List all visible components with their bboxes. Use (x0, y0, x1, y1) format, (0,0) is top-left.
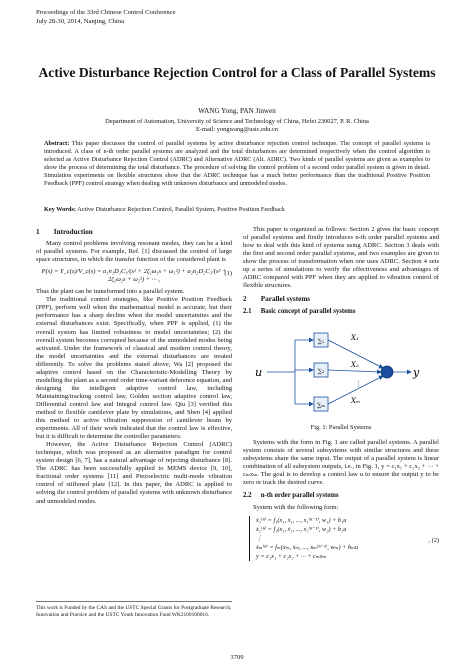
keywords-text: Active Disturbance Rejection Control, Parallel System, Positive Position Feedback (77, 206, 285, 213)
equation-1 (36, 268, 232, 284)
intro-paragraph-1: Many control problems involving resonant modes, they can be a kind of parallel systems. For example, Ref. [1] discussed the control of large space structures, in which the transfer function of the considered plant is (36, 240, 232, 264)
abstract (44, 140, 430, 189)
system-equation-line: ẋ₁⁽ⁿ⁾ = f₁(x₁, ẋ₁, ..., x₁⁽ⁿ⁻¹⁾, w₁) + b₁u (256, 516, 347, 524)
x2-label: X₂ (351, 361, 359, 370)
system-equation-line: y = c₁x₁ + c₂x₂ + ··· + cₘxₘ (256, 552, 327, 560)
parallel-systems-paragraph: Systems with the form in Fig. 1 are called parallel systems. A parallel system consists of several subsystems with similar structures and these subsystems share the same input. The output of a parallel system is linear combination of all subsystem outputs, i.e., in Fig. 1, y = c₁x₁ + c₂x₂ + ··· + cₘxₘ. The goal is to develop a control law u to ensure the output y to be zero or track the desired curve. (243, 438, 439, 486)
subsection-heading-basic-concept (243, 308, 439, 316)
system-equation-line: ẋ₂⁽ⁿ⁾ = f₂(x₂, ẋ₂, ..., x₂⁽ⁿ⁻¹⁾, w₂) + b₂u (256, 525, 347, 533)
equation-1-body: P(s) = Y_c(s)/V_c(s) = a₁n₁D₁C₁/(s² + 2ζ₁ω₁s + ω₁²) + a₂n₂D₂C₂/(s² + 2ζ₂ω₂s + ω₂²) + ··· , (41, 268, 227, 284)
affiliation-email: E-mail: yongwang@ustc.edu.cn (195, 126, 279, 134)
intro-paragraph-2: Thus the plant can be transformed into a parallel system. (36, 288, 185, 296)
left-column (36, 226, 232, 506)
section-title: Introduction (53, 228, 93, 236)
subsection-title: n-th order parallel systems (260, 491, 339, 499)
conference-line-1: Proceedings of the 33rd Chinese Control Conference (36, 9, 176, 16)
footnote: This work is Funded by the CAS and the USTC Special Grants for Postgraduate Research, Innovation and Practice and the USTC Youth Innovation Fund WK2100100016. (36, 601, 232, 618)
subsection-title: Basic concept of parallel systems (260, 308, 356, 316)
subsection-heading-nth-order (243, 492, 439, 500)
subsection-number: 2.1 (243, 308, 252, 316)
intro-paragraph-4: However, the Active Disturbance Rejection Control (ADRC) technique, which was proposed as an alternative paradigm for control system design [6, 7], has a natural advantage of rejecting disturbance [8]. The ADRC has been successfully applied to MEMS device [9, 10], fractional order systems [11] and Piezoelectric multi-mode vibration control of stiffened plate [12]. In this paper, the ADRC is applied to solving the control problem of parallel systems with unknown disturbance and unmodeled modes. (36, 441, 232, 505)
svg-text:⋮: ⋮ (355, 380, 362, 389)
section-number: 2 (243, 295, 247, 304)
parallel-systems-diagram (243, 320, 439, 420)
section-number: 1 (36, 228, 40, 236)
abstract-text: This paper discusses the control of parallel systems by active disturbance rejection control technique. The concept of parallel systems is introduced. A class of n-th order parallel systems are analyzed and the total disturbances are determined respectively when the control algorithm is selected as Active Disturbance Rejection Control (ADRC) and Alternative ADRC (Alt. ADRC). Two kinds of parallel systems are given as examples to show the process of determining the total disturbance. The procedure of solving the control problem of a second order parallel system is given in detail. Simulation experiments on flexible structures show that the ADRC technique has a much better performance than the traditional Positive Position Feedback (PPF) control strategy when dealing with unknown disturbance and unmodeled modes. (44, 140, 430, 188)
affiliation-line-1: Department of Automation, University of Science and Technology of China, Hefei 230027, P. R. China (105, 118, 369, 125)
sigma-1-label: ∑₁ (317, 338, 325, 346)
summing-node (381, 366, 393, 378)
keywords-label: Key Words: (44, 206, 77, 213)
input-u-label: u (255, 366, 263, 380)
affiliation (36, 118, 438, 134)
x1-label: X₁ (351, 334, 359, 343)
xm-label: Xₘ (351, 397, 361, 406)
keywords (44, 206, 430, 214)
right-column (243, 226, 439, 561)
authors: WANG Yong, PAN Jinwen (198, 107, 276, 115)
sigma-2-label: ∑₂ (317, 368, 325, 376)
system-equation-line: ẋₘ⁽ⁿ⁾ = fₘ(xₘ, ẋₘ, ..., xₘ⁽ⁿ⁻¹⁾, wₘ) + bₘu (256, 543, 359, 551)
paper-title: Active Disturbance Rejection Control for a Class of Parallel Systems (38, 65, 436, 80)
parallel-systems-figure (243, 320, 439, 420)
subsection-number: 2.2 (243, 491, 252, 499)
system-form-intro: System with the following form: (253, 503, 339, 511)
section-title: Parallel systems (260, 295, 311, 304)
intro-paragraph-3: The traditional control strategies, like Positive Position Feedback (PPF), perform well when the mathematical model is accurate, but their performance has a sharp decline when the model uncertainties and the external disturbances exist. Specifically, when PPF is applied, (1) the overall system has limited robustness to model uncertainties; (2) the overall system becomes corrupted because of the unmodeled modes being activated. Under the framework of classical and modern control theory, the model uncertainties and the external disturbances are treated differently. To solve the problems stated above, Wa [2] proposed the adaptive control based on the Characteristic-Modelling Theory by modelling the plant as a second order time-variant deference equation, and designing the intelligent adaptive control law, including Maintaining/tracking control law, Golden section adaptive control law, Differential control law and Integral control law. Qiu [3] verified this method to flexible cantilever plate by simulations, and Shen [4] applied this method to active vibration suppression of cantilever beam by experiments. All of their work indicated that the control law is effective, but it is difficult to determine the controller parameters. (36, 296, 232, 441)
equation-1-number: (1) (224, 270, 232, 278)
conference-header (36, 9, 176, 26)
output-y-label: y (413, 366, 420, 380)
page-number: 3709 (230, 654, 244, 661)
organization-paragraph: This paper is organized as follows: Section 2 gives the basic concept of parallel systems and firstly introduces n-th order parallel systems and how to deal with this kind of systems using ADRC. Section 3 deals with the first and second order parallel systems, and two examples are given to show the process of transformation when one uses ADRC. Section 4 sets up a series of simulations to verify the effectiveness and advantages of ADRC compared with PPF when they are applied to vibration control of flexible structures. (243, 226, 439, 290)
section-heading-parallel-systems (243, 295, 439, 303)
system-equation-line: ⋮ (256, 534, 263, 542)
abstract-label: Abstract: (44, 140, 70, 147)
figure-1-caption: Fig. 1: Parallel Systems (310, 424, 372, 432)
conference-line-2: July 28-30, 2014, Nanjing, China (36, 17, 125, 25)
equation-2-system (249, 516, 439, 561)
equation-2-number: , (2) (428, 536, 439, 544)
section-heading-introduction (36, 228, 232, 236)
sigma-m-label: ∑ₘ (317, 402, 325, 410)
